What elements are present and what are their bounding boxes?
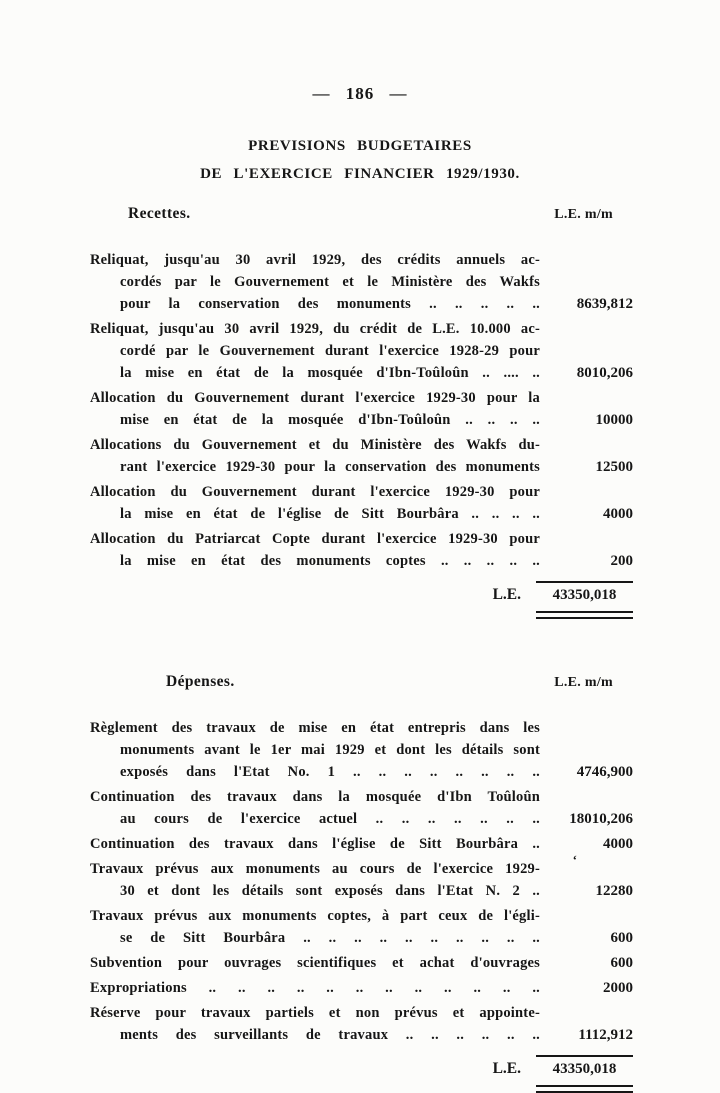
item-text-line: mise en état de la mosquée d'Ibn-Toûloûn .. .. .. .. <box>120 412 540 428</box>
budget-line-item <box>90 905 633 949</box>
item-text-line: au cours de l'exercice actuel .. .. .. .. .. .. .. <box>120 811 540 827</box>
item-description <box>90 434 540 478</box>
section-total-recettes <box>90 581 633 619</box>
item-text-line: Continuation des travaux dans la mosquée d'Ibn Toûloûn <box>90 789 540 805</box>
double-rule <box>536 1085 633 1093</box>
budget-line-item <box>90 977 633 999</box>
item-text-line: Subvention pour ouvrages scientifiques et achat d'ouvrages <box>90 955 540 971</box>
section-depenses <box>90 673 633 1093</box>
total-amount-value: 43350,018 <box>536 1055 633 1079</box>
item-amount: 12500 <box>595 459 633 475</box>
item-text-line: ments des surveillants de travaux .. .. .. .. .. .. <box>120 1027 540 1043</box>
item-description <box>90 717 540 783</box>
item-text-line: Travaux prévus aux monuments coptes, à part ceux de l'égli- <box>90 908 540 924</box>
item-text-line: pour la conservation des monuments .. .. .. .. .. <box>120 296 540 312</box>
total-currency-label: L.E. <box>492 1060 521 1077</box>
budget-line-item <box>90 434 633 478</box>
item-amount: 12280 <box>595 883 633 899</box>
budget-line-item <box>90 786 633 830</box>
item-description <box>90 387 540 431</box>
item-amount: 2000 <box>603 980 633 996</box>
total-amount-box <box>536 581 633 619</box>
item-description <box>90 481 540 525</box>
item-text-line: la mise en état de l'église de Sitt Bourbâra .. .. .. .. <box>120 506 540 522</box>
currency-unit-header: L.E. m/m <box>554 675 613 690</box>
budget-line-item <box>90 952 633 974</box>
budget-line-item <box>90 858 633 902</box>
doc-title-line2: DE L'EXERCICE FINANCIER 1929/1930. <box>200 166 520 182</box>
item-description <box>90 977 540 999</box>
section-recettes <box>90 205 633 619</box>
item-text-line: la mise en état de la mosquée d'Ibn-Toûloûn .. .... .. <box>120 365 540 381</box>
budget-items-depenses <box>90 717 633 1046</box>
item-amount: 600 <box>610 930 633 946</box>
item-amount: 1112,912 <box>578 1027 633 1043</box>
item-text-line: rant l'exercice 1929-30 pour la conservation des monuments <box>120 459 540 475</box>
budget-line-item <box>90 717 633 783</box>
budget-items-recettes <box>90 249 633 572</box>
item-text-line: Reliquat, jusqu'au 30 avril 1929, des crédits annuels ac- <box>90 252 540 268</box>
item-description <box>90 858 540 902</box>
item-text-line: Réserve pour travaux partiels et non prévus et appointe- <box>90 1005 540 1021</box>
scan-artifact-mark: ‘ <box>572 852 577 867</box>
item-text-line: Allocations du Gouvernement et du Ministère des Wakfs du- <box>90 437 540 453</box>
item-description <box>90 905 540 949</box>
budget-line-item <box>90 387 633 431</box>
item-text-line: Travaux prévus aux monuments au cours de l'exercice 1929- <box>90 861 540 877</box>
item-amount: 600 <box>610 955 633 971</box>
item-description <box>90 528 540 572</box>
total-currency-label: L.E. <box>492 586 521 603</box>
item-text-line: 30 et dont les détails sont exposés dans l'Etat N. 2 .. <box>120 883 540 899</box>
budget-line-item <box>90 249 633 315</box>
item-amount: 10000 <box>595 412 633 428</box>
item-text-line: Allocation du Gouvernement durant l'exercice 1929-30 pour la <box>90 390 540 406</box>
doc-title-line1: PREVISIONS BUDGETAIRES <box>248 138 472 154</box>
item-text-line: exposés dans l'Etat No. 1 .. .. .. .. .. .. .. .. <box>120 764 540 780</box>
sections <box>90 205 633 1093</box>
currency-unit-header: L.E. m/m <box>554 207 613 222</box>
section-heading-depenses: Dépenses. <box>166 673 235 690</box>
item-text-line: Allocation du Patriarcat Copte durant l'exercice 1929-30 pour <box>90 531 540 547</box>
item-text-line: Continuation des travaux dans l'église de Sitt Bourbâra .. <box>90 836 540 852</box>
item-text-line: cordés par le Gouvernement et le Ministère des Wakfs <box>120 274 540 290</box>
item-amount: 200 <box>610 553 633 569</box>
item-amount: 4000 ‘ <box>540 833 633 855</box>
item-description <box>90 786 540 830</box>
budget-line-item <box>90 318 633 384</box>
item-description <box>90 1002 540 1046</box>
section-total-depenses <box>90 1055 633 1093</box>
item-text-line: Allocation du Gouvernement durant l'exercice 1929-30 pour <box>90 484 540 500</box>
total-amount-box <box>536 1055 633 1093</box>
budget-line-item <box>90 528 633 572</box>
item-amount: 4746,900 <box>576 764 633 780</box>
item-text-line: se de Sitt Bourbâra .. .. .. .. .. .. .. .. .. .. <box>120 930 540 946</box>
section-header-depenses <box>90 673 633 691</box>
item-description <box>90 952 540 974</box>
section-heading-recettes: Recettes. <box>128 205 191 222</box>
item-text-line: Expropriations .. .. .. .. .. .. .. .. .. .. .. .. <box>90 980 540 996</box>
item-text-line: cordé par le Gouvernement durant l'exercice 1928-29 pour <box>120 343 540 359</box>
page-number: — 186 — <box>312 84 408 103</box>
item-description <box>90 318 540 384</box>
section-header-recettes <box>90 205 633 223</box>
double-rule <box>536 611 633 619</box>
item-description <box>90 249 540 315</box>
item-description <box>90 833 540 855</box>
item-text-line: monuments avant le 1er mai 1929 et dont les détails sont <box>120 742 540 758</box>
item-text-line: la mise en état des monuments coptes .. .. .. .. .. <box>120 553 540 569</box>
total-amount-value: 43350,018 <box>536 581 633 605</box>
budget-line-item <box>90 833 633 867</box>
budget-line-item <box>90 481 633 525</box>
item-text-line: Reliquat, jusqu'au 30 avril 1929, du crédit de L.E. 10.000 ac- <box>90 321 540 337</box>
item-amount: 8639,812 <box>576 296 633 312</box>
item-amount: 4000 <box>603 506 633 522</box>
item-text-line: Règlement des travaux de mise en état entrepris dans les <box>90 720 540 736</box>
item-amount: 18010,206 <box>569 811 633 827</box>
item-amount: 8010,206 <box>576 365 633 381</box>
budget-line-item <box>90 1002 633 1046</box>
